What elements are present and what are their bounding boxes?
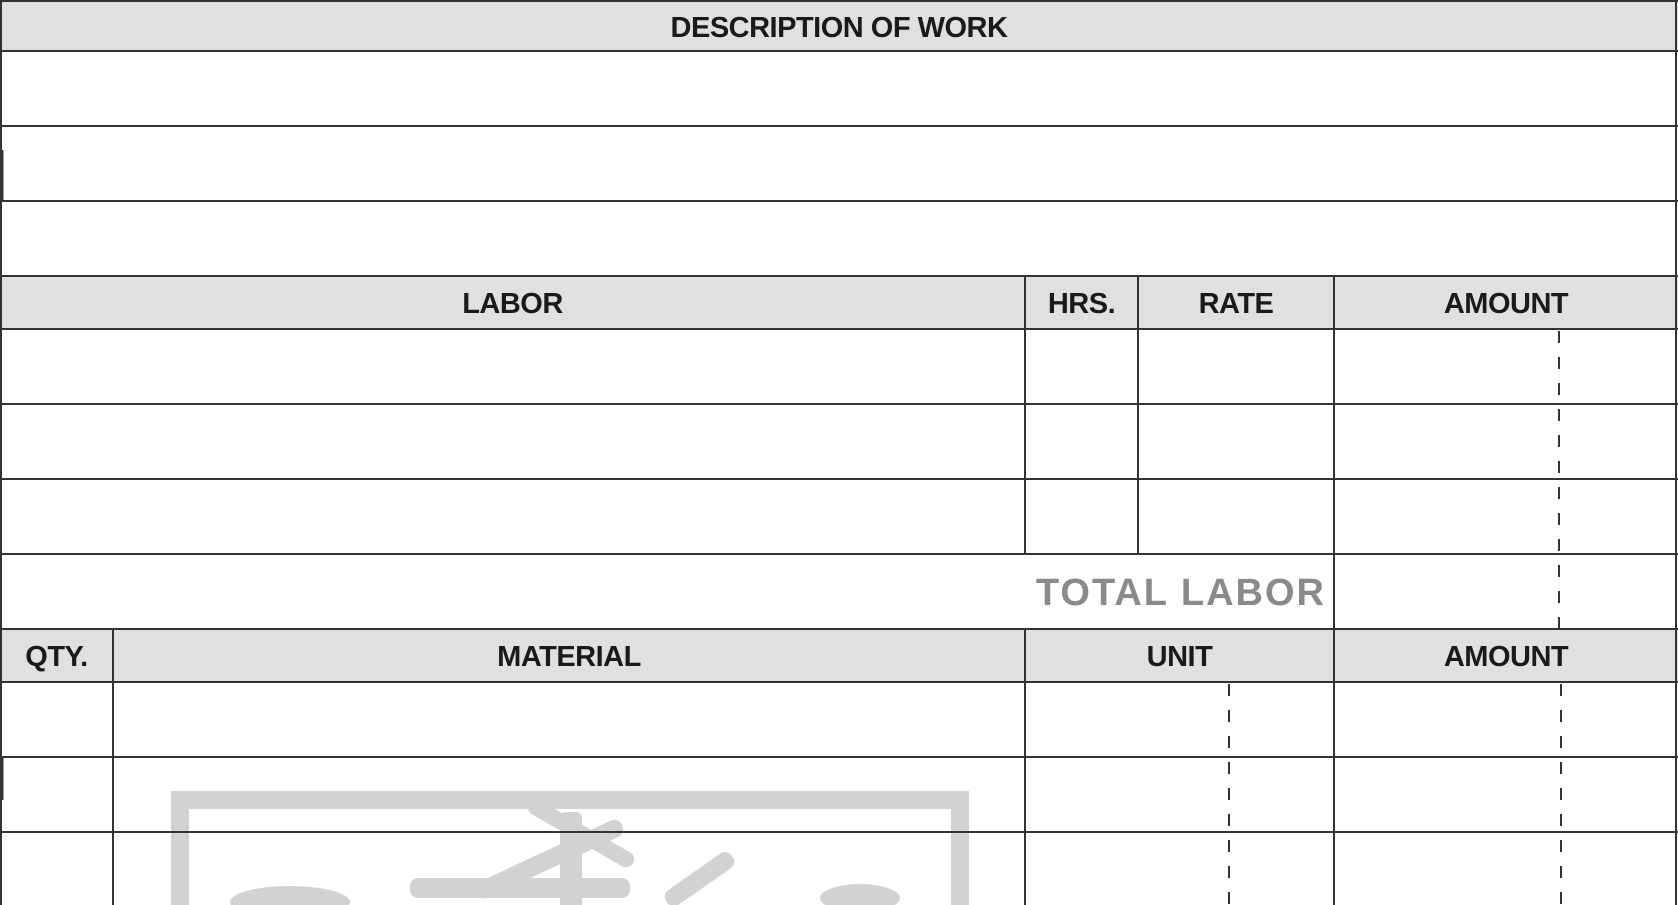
description-line-2[interactable] — [2, 128, 1675, 200]
labor-row-2-amount[interactable] — [1335, 406, 1675, 478]
description-of-work-header: DESCRIPTION OF WORK — [670, 12, 1008, 44]
labor-row-2-labor[interactable] — [2, 406, 1024, 478]
material-row-3-unit[interactable] — [1026, 834, 1333, 905]
labor-row-1-amount[interactable] — [1335, 331, 1675, 403]
material-row-2-unit[interactable] — [1026, 759, 1333, 831]
material-row-2-qty[interactable] — [2, 759, 112, 831]
material-row-2-amount[interactable] — [1335, 759, 1675, 831]
labor-row-3-hrs[interactable] — [1026, 481, 1137, 553]
material-row-3-qty[interactable] — [2, 834, 112, 905]
labor-header: LABOR — [462, 288, 563, 320]
material-row-1-material[interactable] — [114, 684, 1024, 756]
material-row-3-material[interactable] — [114, 834, 1024, 905]
description-line-1[interactable] — [2, 53, 1675, 125]
labor-row-1-labor[interactable] — [2, 331, 1024, 403]
rate-header: RATE — [1198, 288, 1274, 320]
hrs-header: HRS. — [1047, 288, 1116, 320]
labor-row-3-labor[interactable] — [2, 481, 1024, 553]
labor-row-1-hrs[interactable] — [1026, 331, 1137, 403]
total-labor-amount[interactable] — [1335, 556, 1675, 628]
labor-row-1-rate[interactable] — [1139, 331, 1333, 403]
material-row-3-amount[interactable] — [1335, 834, 1675, 905]
labor-amount-header: AMOUNT — [1443, 288, 1569, 320]
material-row-1-qty[interactable] — [2, 684, 112, 756]
labor-row-3-rate[interactable] — [1139, 481, 1333, 553]
total-labor-label: TOTAL LABOR — [1035, 572, 1326, 614]
labor-row-3-amount[interactable] — [1335, 481, 1675, 553]
qty-header: QTY. — [25, 641, 88, 673]
material-row-2-material[interactable] — [114, 759, 1024, 831]
unit-header: UNIT — [1146, 641, 1213, 673]
material-row-1-amount[interactable] — [1335, 684, 1675, 756]
material-row-1-unit[interactable] — [1026, 684, 1333, 756]
labor-row-2-rate[interactable] — [1139, 406, 1333, 478]
description-line-3[interactable] — [2, 203, 1675, 275]
material-header: MATERIAL — [497, 641, 641, 673]
labor-row-2-hrs[interactable] — [1026, 406, 1137, 478]
material-amount-header: AMOUNT — [1443, 641, 1569, 673]
